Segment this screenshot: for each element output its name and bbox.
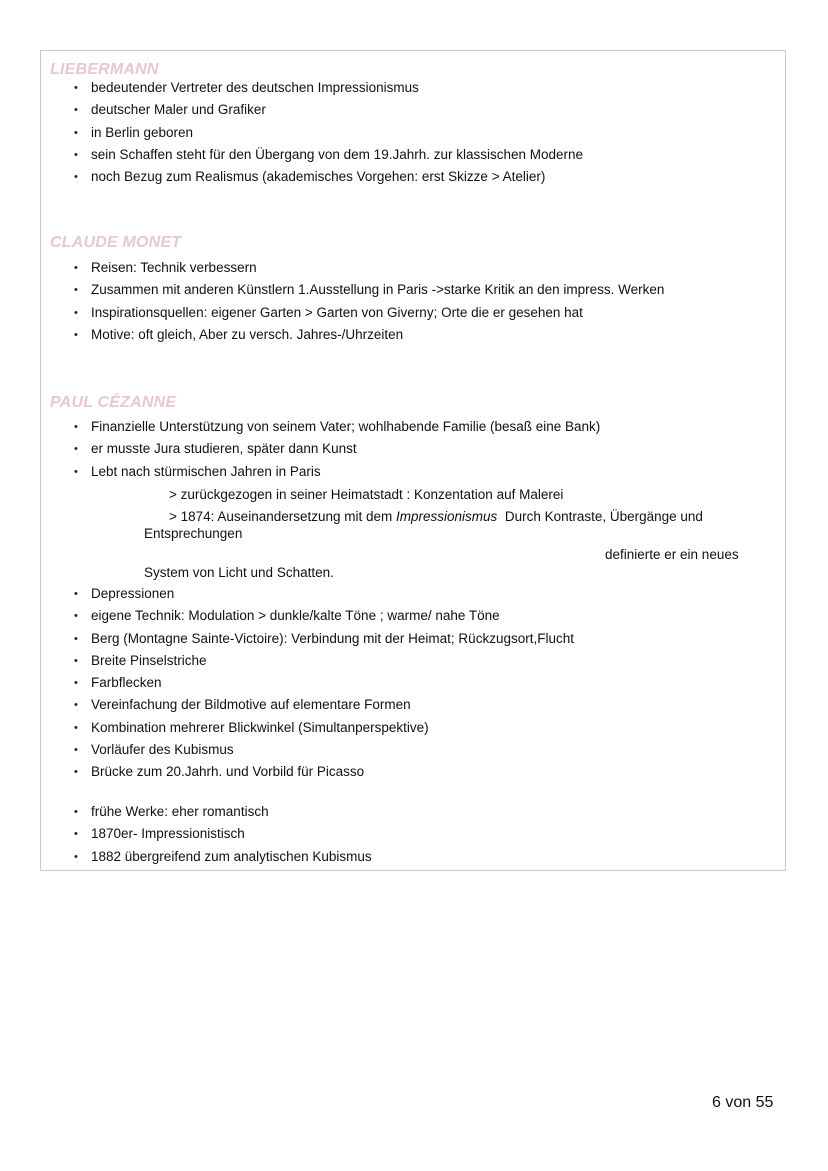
list-item: • Reisen: Technik verbessern <box>74 257 664 279</box>
list-item: • Vorläufer des Kubismus <box>74 739 574 761</box>
cezanne-sub-line-1: > zurückgezogen in seiner Heimatstadt : Konzentation auf Malerei <box>169 487 564 502</box>
list-item: • Lebt nach stürmischen Jahren in Paris <box>74 461 600 483</box>
list-item: • frühe Werke: eher romantisch <box>74 801 372 823</box>
section-heading-cezanne: PAUL CÉZANNE <box>50 394 177 411</box>
sub-line-2-post: Durch Kontraste, Übergänge und <box>497 509 703 524</box>
list-item: • Zusammen mit anderen Künstlern 1.Ausstellung in Paris ->starke Kritik an den impress. Werken <box>74 279 664 301</box>
list-item: • sein Schaffen steht für den Übergang von dem 19.Jahrh. zur klassischen Moderne <box>74 144 583 166</box>
list-item: • Farbflecken <box>74 672 574 694</box>
cezanne-sub-line-2 <box>169 508 703 526</box>
list-item: • Brücke zum 20.Jahrh. und Vorbild für Picasso <box>74 761 574 783</box>
list-item: • noch Bezug zum Realismus (akademisches Vorgehen: erst Skizze > Atelier) <box>74 166 583 188</box>
page-number: 6 von 55 <box>712 1094 774 1111</box>
sub-line-2-pre: > 1874: Auseinandersetzung mit dem <box>169 509 397 524</box>
cezanne-list-a <box>74 416 600 483</box>
list-item: • er musste Jura studieren, später dann Kunst <box>74 438 600 460</box>
list-item: • Berg (Montagne Sainte-Victoire): Verbindung mit der Heimat; Rückzugsort,Flucht <box>74 628 574 650</box>
list-item: • Breite Pinselstriche <box>74 650 574 672</box>
cezanne-sub-line-2-cont: Entsprechungen <box>144 526 243 541</box>
cezanne-sub-line-3-cont: System von Licht und Schatten. <box>144 565 334 580</box>
list-item: • Depressionen <box>74 583 574 605</box>
list-item: • deutscher Maler und Grafiker <box>74 99 583 121</box>
impressionismus-emphasis: Impressionismus <box>396 509 498 524</box>
list-item: • bedeutender Vertreter des deutschen Impressionismus <box>74 77 583 99</box>
list-item: • 1870er- Impressionistisch <box>74 823 372 845</box>
list-item: • Finanzielle Unterstützung von seinem Vater; wohlhabende Familie (besaß eine Bank) <box>74 416 600 438</box>
list-item: • in Berlin geboren <box>74 122 583 144</box>
list-item: • Motive: oft gleich, Aber zu versch. Jahres-/Uhrzeiten <box>74 324 664 346</box>
liebermann-list <box>74 77 583 188</box>
cezanne-sub-line-3-right: definierte er ein neues <box>605 547 739 562</box>
cezanne-list-c <box>74 801 372 868</box>
monet-list <box>74 257 664 346</box>
list-item: • 1882 übergreifend zum analytischen Kubismus <box>74 846 372 868</box>
list-item: • Kombination mehrerer Blickwinkel (Simultanperspektive) <box>74 717 574 739</box>
list-item: • Vereinfachung der Bildmotive auf elementare Formen <box>74 694 574 716</box>
section-heading-liebermann: LIEBERMANN <box>50 61 159 78</box>
list-item: • eigene Technik: Modulation > dunkle/kalte Töne ; warme/ nahe Töne <box>74 605 574 627</box>
cezanne-list-b <box>74 583 574 784</box>
section-heading-monet: CLAUDE MONET <box>50 234 182 251</box>
list-item: • Inspirationsquellen: eigener Garten > Garten von Giverny; Orte die er gesehen hat <box>74 302 664 324</box>
